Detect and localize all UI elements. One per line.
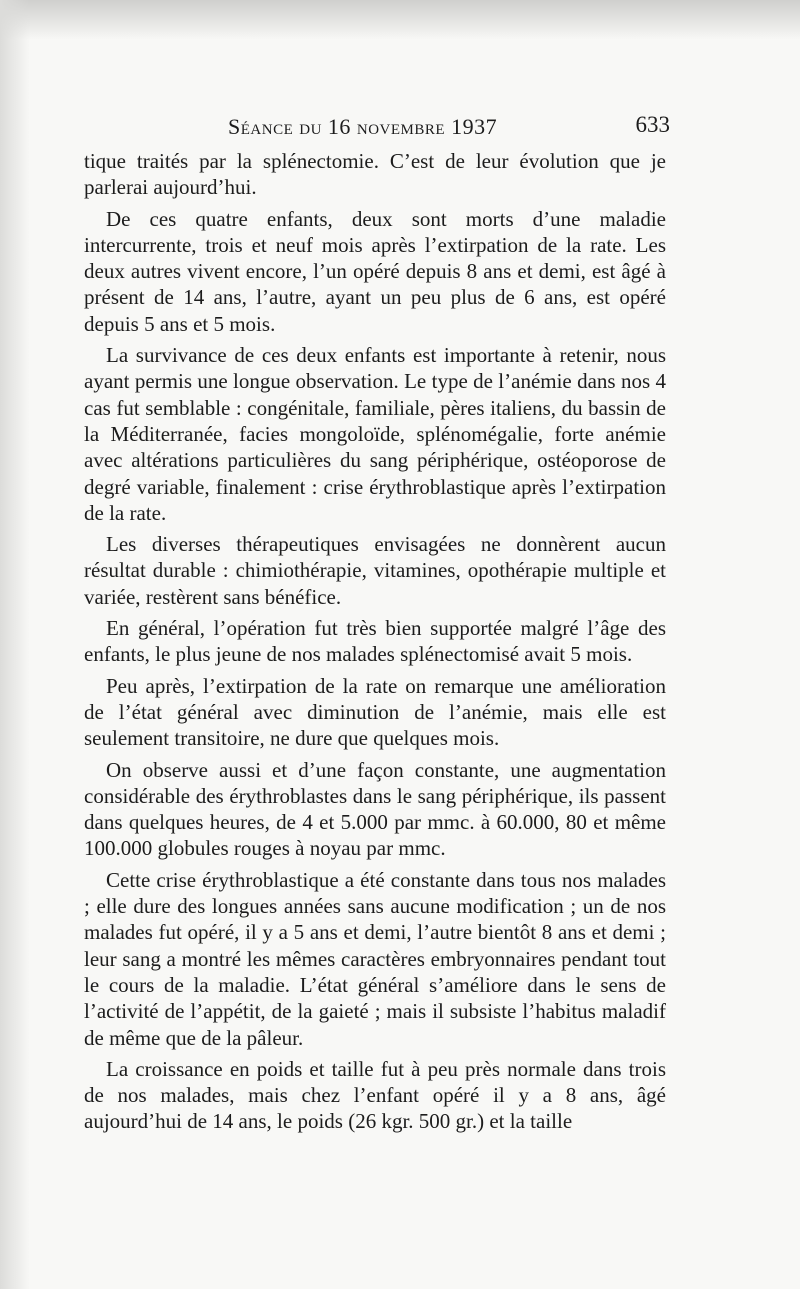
running-title: Séance du 16 novembre 1937: [228, 114, 498, 139]
paragraph: De ces quatre enfants, deux sont morts d’une maladie intercurrente, trois et neuf mois après l’extirpation de la rate. Les deux autres vivent encore, l’un opéré depuis 8 ans et demi, est âgé à présent de 14 ans, l’autre, ayant un peu plus de 6 ans, est opéré depuis 5 ans et 5 mois.: [84, 206, 666, 336]
body-text: [84, 148, 666, 1135]
paragraph: Peu après, l’extirpation de la rate on remarque une amélioration de l’état général avec diminution de l’anémie, mais elle est seulement transitoire, ne dure que quelques mois.: [84, 673, 666, 751]
page-number: 633: [635, 112, 670, 137]
paragraph: Les diverses thérapeutiques envisagées ne donnèrent aucun résultat durable : chimiothérapie, vitamines, opothérapie multiple et variée, restèrent sans bénéfice.: [84, 532, 666, 609]
paragraph: La croissance en poids et taille fut à peu près normale dans trois de nos malades, mais chez l’enfant opéré il y a 8 ans, âgé aujourd’hui de 14 ans, le poids (26 kgr. 500 gr.) et la taille: [84, 1056, 666, 1134]
scan-shadow-top: [0, 0, 800, 40]
paragraph: La survivance de ces deux enfants est importante à retenir, nous ayant permis une longue observation. Le type de l’anémie dans nos 4 cas fut semblable : congénitale, familiale, pères italiens, du bassin de la Méditerranée, facies mongoloïde, splénomégalie, forte anémie avec altérations particulières du sang périphérique, ostéoporose de degré variable, finalement : crise érythroblastique après l’extirpation de la rate.: [84, 343, 666, 525]
paragraph: Cette crise érythroblastique a été constante dans tous nos malades ; elle dure des longues années sans aucune modification ; un de nos malades fut opéré, il y a 5 ans et demi, l’autre bientôt 8 ans et demi ; leur sang a montré les mêmes caractères embryonnaires pendant tout le cours de la maladie. L’état général s’améliore dans le sens de l’activité de l’appétit, de la gaieté ; mais il subsiste l’habitus maladif de même que de la pâleur.: [84, 867, 666, 1050]
page-header: [80, 110, 670, 146]
paragraph: En général, l’opération fut très bien supportée malgré l’âge des enfants, le plus jeune de nos malades splénectomisé avait 5 mois.: [84, 616, 666, 667]
scan-shadow-left: [0, 0, 30, 1289]
paragraph: On observe aussi et d’une façon constante, une augmentation considérable des érythroblastes dans le sang périphérique, ils passent dans quelques heures, de 4 et 5.000 par mmc. à 60.000, 80 et même 100.000 globules rouges à noyau par mmc.: [84, 757, 666, 861]
paragraph: tique traités par la splénectomie. C’est de leur évolution que je parlerai aujourd’hui.: [84, 149, 666, 200]
